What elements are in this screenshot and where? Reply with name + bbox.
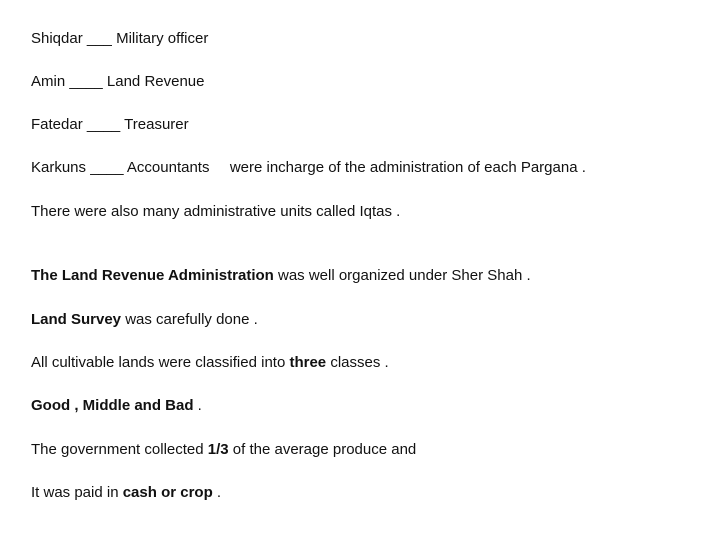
- after-classified: classes .: [326, 354, 389, 371]
- role-fatedar: Treasurer: [124, 116, 189, 133]
- line-amin: [31, 72, 205, 92]
- line-shiqdar: [31, 29, 208, 49]
- term-fatedar: Fatedar: [31, 116, 83, 133]
- rest-land-revenue: was well organized under Sher Shah .: [273, 267, 531, 284]
- blank-karkuns: ____: [90, 159, 124, 176]
- after-classes: .: [193, 397, 202, 414]
- role-amin: Land Revenue: [106, 73, 205, 90]
- line-land-survey: [31, 310, 258, 330]
- role-shiqdar: Military officer: [116, 30, 209, 47]
- blank-amin: ____: [69, 73, 103, 90]
- bold-paid: cash or crop: [122, 484, 213, 501]
- term-karkuns: Karkuns: [31, 159, 87, 176]
- line-paid: [31, 483, 221, 503]
- line-iqtas: [31, 202, 400, 222]
- bold-collected: 1/3: [207, 441, 229, 458]
- term-shiqdar: Shiqdar: [31, 30, 83, 47]
- term-amin: Amin: [31, 73, 66, 90]
- blank-shiqdar: ___: [86, 30, 112, 47]
- before-classified: All cultivable lands were classified into: [31, 354, 290, 371]
- bold-classified: three: [289, 354, 327, 371]
- role-karkuns: Accountants: [126, 159, 210, 176]
- line-land-revenue: [31, 266, 531, 286]
- blank-fatedar: ____: [86, 116, 121, 133]
- before-paid: It was paid in: [31, 484, 123, 501]
- line-classes: [31, 396, 202, 416]
- rest-land-survey: was carefully done .: [121, 311, 258, 328]
- before-collected: The government collected: [31, 441, 208, 458]
- line-karkuns: [31, 158, 586, 178]
- note-karkuns: were incharge of the administration of each Pargana .: [229, 159, 586, 176]
- bold-land-revenue: The Land Revenue Administration: [31, 267, 274, 284]
- line-classified: [31, 353, 389, 373]
- text-iqtas: There were also many administrative units called Iqtas .: [31, 203, 401, 220]
- after-collected: of the average produce and: [228, 441, 417, 458]
- line-fatedar: [31, 115, 189, 135]
- bold-land-survey: Land Survey: [31, 311, 122, 328]
- after-paid: .: [212, 484, 222, 501]
- bold-classes: Good , Middle and Bad: [31, 397, 194, 414]
- line-collected: [31, 440, 416, 460]
